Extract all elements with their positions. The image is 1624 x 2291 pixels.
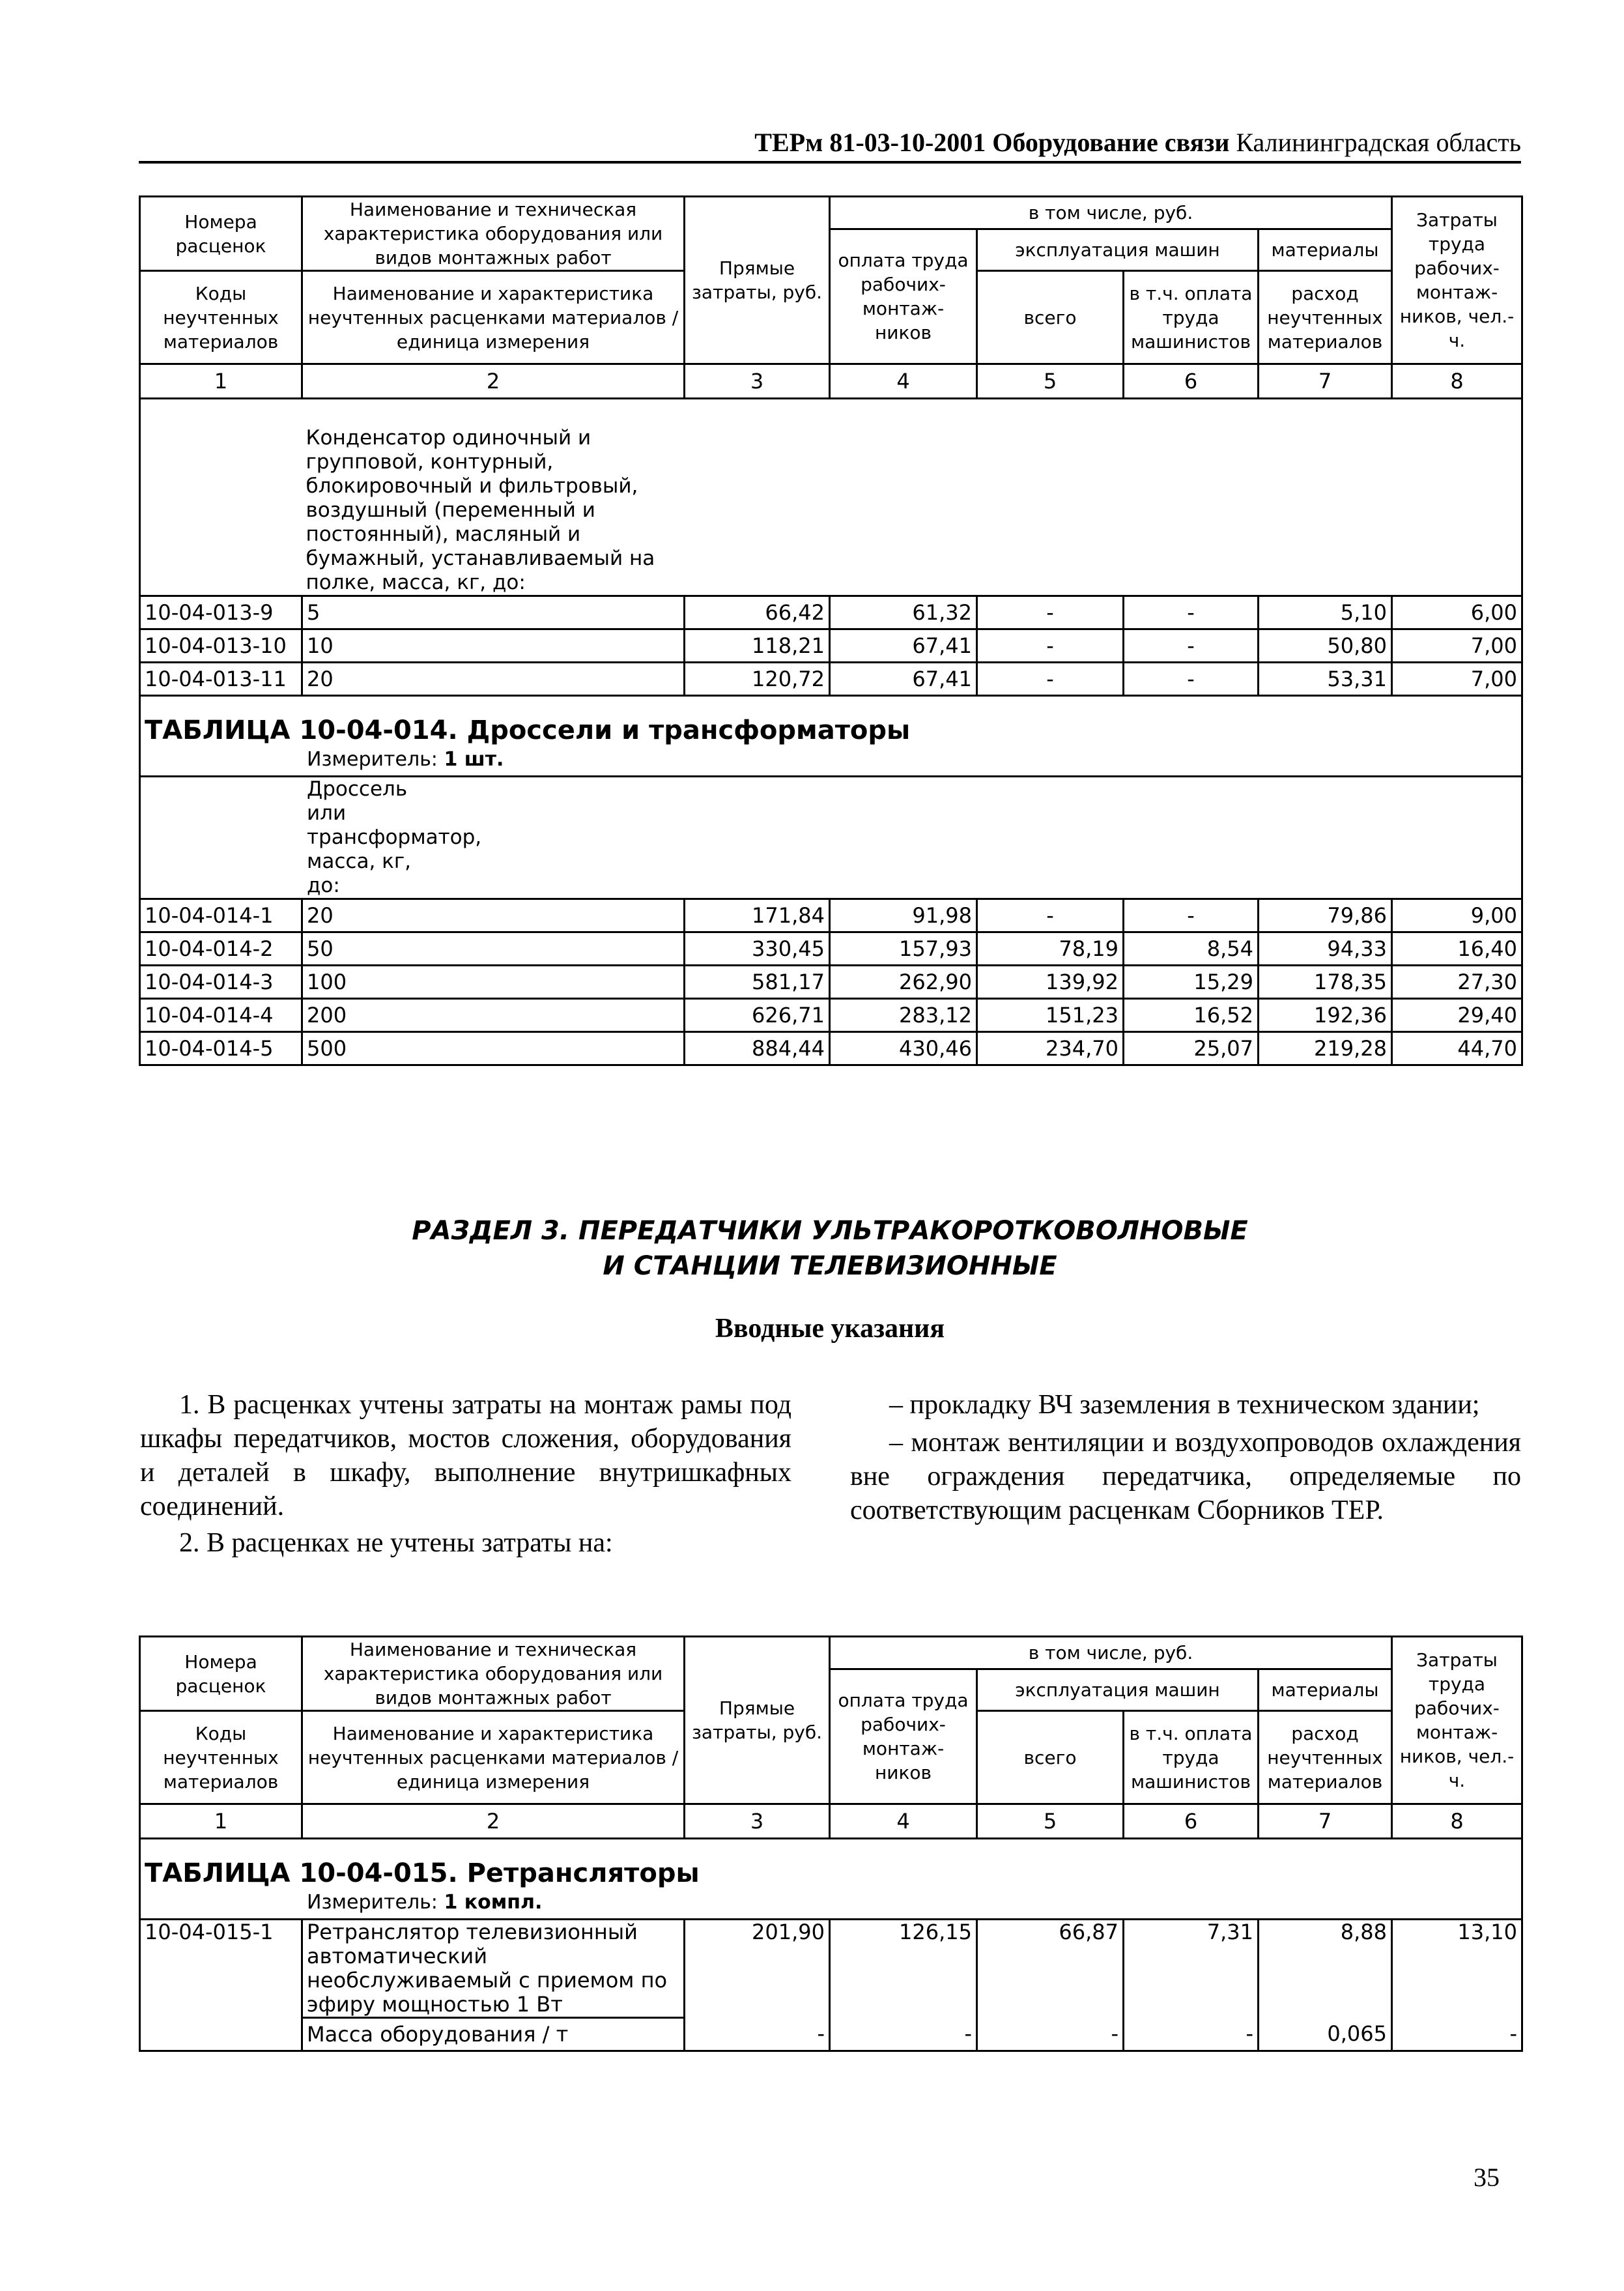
table-row: 10-04-014-2 50 330,45 157,93 78,19 8,54 94,33 16,40 (140, 932, 1522, 966)
rates-table-2 (139, 1635, 1523, 2052)
header-labor-pay: оплата труда рабочих-монтаж-ников (830, 1669, 977, 1804)
header-direct-costs: Прямые затраты, руб. (685, 197, 830, 364)
header-labor-hours: Затраты труда рабочих-монтаж-ников, чел.-ч. (1392, 1637, 1522, 1804)
header-materials: материалы (1259, 1669, 1392, 1711)
table-row: 10-04-014-4 200 626,71 283,12 151,23 16,52 192,36 29,40 (140, 999, 1522, 1032)
header-title: Оборудование связи (992, 128, 1230, 157)
table-014-measure-row (140, 743, 1522, 777)
group2-description-row (140, 777, 1522, 899)
table-row: 10-04-013-9 5 66,42 61,32 - - 5,10 6,00 (140, 596, 1522, 629)
header-labor-pay: оплата труда рабочих-монтаж-ников (830, 229, 977, 364)
table-row: 10-04-013-10 10 118,21 67,41 - - 50,80 7,00 (140, 629, 1522, 663)
header-machines-total: всего (977, 1711, 1124, 1804)
header-direct-costs: Прямые затраты, руб. (685, 1637, 830, 1804)
running-header (139, 127, 1521, 164)
intro-paragraph-1: 1. В расценках учтены затраты на монтаж рамы под шкафы передатчиков, мостов сложения, оборудования и деталей в шкафу, выполнение внутришкафных соединений. (140, 1390, 791, 1521)
table-014-title: ТАБЛИЦА 10-04-014. Дроссели и трансформаторы (145, 715, 911, 745)
table-014-title-row (140, 696, 1522, 743)
measure-value: 1 компл. (444, 1890, 543, 1914)
header-unaccounted-materials: расход неучтенных материалов (1259, 1711, 1392, 1804)
header-material-names: Наименование и характеристика неучтенных расценками материалов / единица измерения (302, 271, 685, 364)
table-row: 10-04-014-5 500 884,44 430,46 234,70 25,07 219,28 44,70 (140, 1032, 1522, 1065)
material-row: Масса оборудования / т - - - - 0,065 - (140, 2018, 1522, 2051)
page-number: 35 (1474, 2163, 1500, 2192)
header-machinist-pay: в т.ч. оплата труда машинистов (1124, 1711, 1259, 1804)
table-row: 10-04-014-1 20 171,84 91,98 - - 79,86 9,00 (140, 899, 1522, 932)
header-code: ТЕРм 81-03-10-2001 (754, 128, 986, 157)
group-description-row (140, 399, 1522, 596)
header-including: в том числе, руб. (830, 1637, 1392, 1669)
column-numbers-row: 1 2 3 4 5 6 7 8 (140, 364, 1522, 399)
header-material-codes: Коды неучтенных материалов (140, 1711, 302, 1804)
table-015-title: ТАБЛИЦА 10-04-015. Ретрансляторы (145, 1858, 700, 1888)
rates-table-1 (139, 195, 1523, 1066)
column-numbers-row: 1 2 3 4 5 6 7 8 (140, 1804, 1522, 1839)
header-labor-hours: Затраты труда рабочих-монтаж-ников, чел.-ч. (1392, 197, 1522, 364)
header-machines-total: всего (977, 271, 1124, 364)
intro-paragraph-4: – монтаж вентиляции и воздухопроводов охлаждения вне ограждения передатчика, определяемые по соответствующим расценкам Сборников ТЕР. (850, 1428, 1521, 1525)
header-unaccounted-materials: расход неучтенных материалов (1259, 271, 1392, 364)
measure-label: Измеритель: (307, 1890, 438, 1914)
intro-paragraph-3: – прокладку ВЧ заземления в техническом здании; (889, 1390, 1480, 1420)
intro-left-column (140, 1388, 791, 1560)
header-rate-numbers: Номера расценок (140, 1637, 302, 1711)
header-including: в том числе, руб. (830, 197, 1392, 229)
table-row: 10-04-015-1 Ретранслятор телевизионный автоматический необслуживаемый с приемом по эфиру мощностью 1 Вт 201,90 126,15 66,87 7,31 8,88 13,10 (140, 1920, 1522, 2018)
header-region: Калининградская область (1236, 128, 1521, 157)
header-material-codes: Коды неучтенных материалов (140, 271, 302, 364)
intro-title: Вводные указания (715, 1314, 945, 1344)
header-materials: материалы (1259, 229, 1392, 271)
measure-label: Измеритель: (307, 747, 438, 771)
intro-right-column (850, 1388, 1521, 1527)
intro-paragraph-2: 2. В расценках не учтены затраты на: (179, 1528, 613, 1558)
table-015-measure-row (140, 1886, 1522, 1920)
table-row: 10-04-013-11 20 120,72 67,41 - - 53,31 7,00 (140, 663, 1522, 696)
header-machines: эксплуатация машин (977, 229, 1259, 271)
measure-value: 1 шт. (444, 747, 504, 771)
group2-description: Дроссель или трансформатор, масса, кг, до: (140, 777, 1522, 899)
table-row: 10-04-014-3 100 581,17 262,90 139,92 15,29 178,35 27,30 (140, 966, 1522, 999)
header-rate-numbers: Номера расценок (140, 197, 302, 271)
header-machines: эксплуатация машин (977, 1669, 1259, 1711)
table-015-title-row (140, 1839, 1522, 1886)
section-title-line2: И СТАНЦИИ ТЕЛЕВИЗИОННЫЕ (603, 1251, 1057, 1281)
header-machinist-pay: в т.ч. оплата труда машинистов (1124, 271, 1259, 364)
group-description: Конденсатор одиночный и групповой, контурный, блокировочный и фильтровый, воздушный (переменный и постоянный), масляный и бумажный, устанавливаемый на полке, масса, кг, до: (302, 399, 685, 596)
header-name-characteristics: Наименование и техническая характеристика оборудования или видов монтажных работ (302, 1637, 685, 1711)
header-name-characteristics: Наименование и техническая характеристика оборудования или видов монтажных работ (302, 197, 685, 271)
header-material-names: Наименование и характеристика неучтенных расценками материалов / единица измерения (302, 1711, 685, 1804)
section-title-line1: РАЗДЕЛ 3. ПЕРЕДАТЧИКИ УЛЬТРАКОРОТКОВОЛНОВЫЕ (412, 1216, 1248, 1246)
